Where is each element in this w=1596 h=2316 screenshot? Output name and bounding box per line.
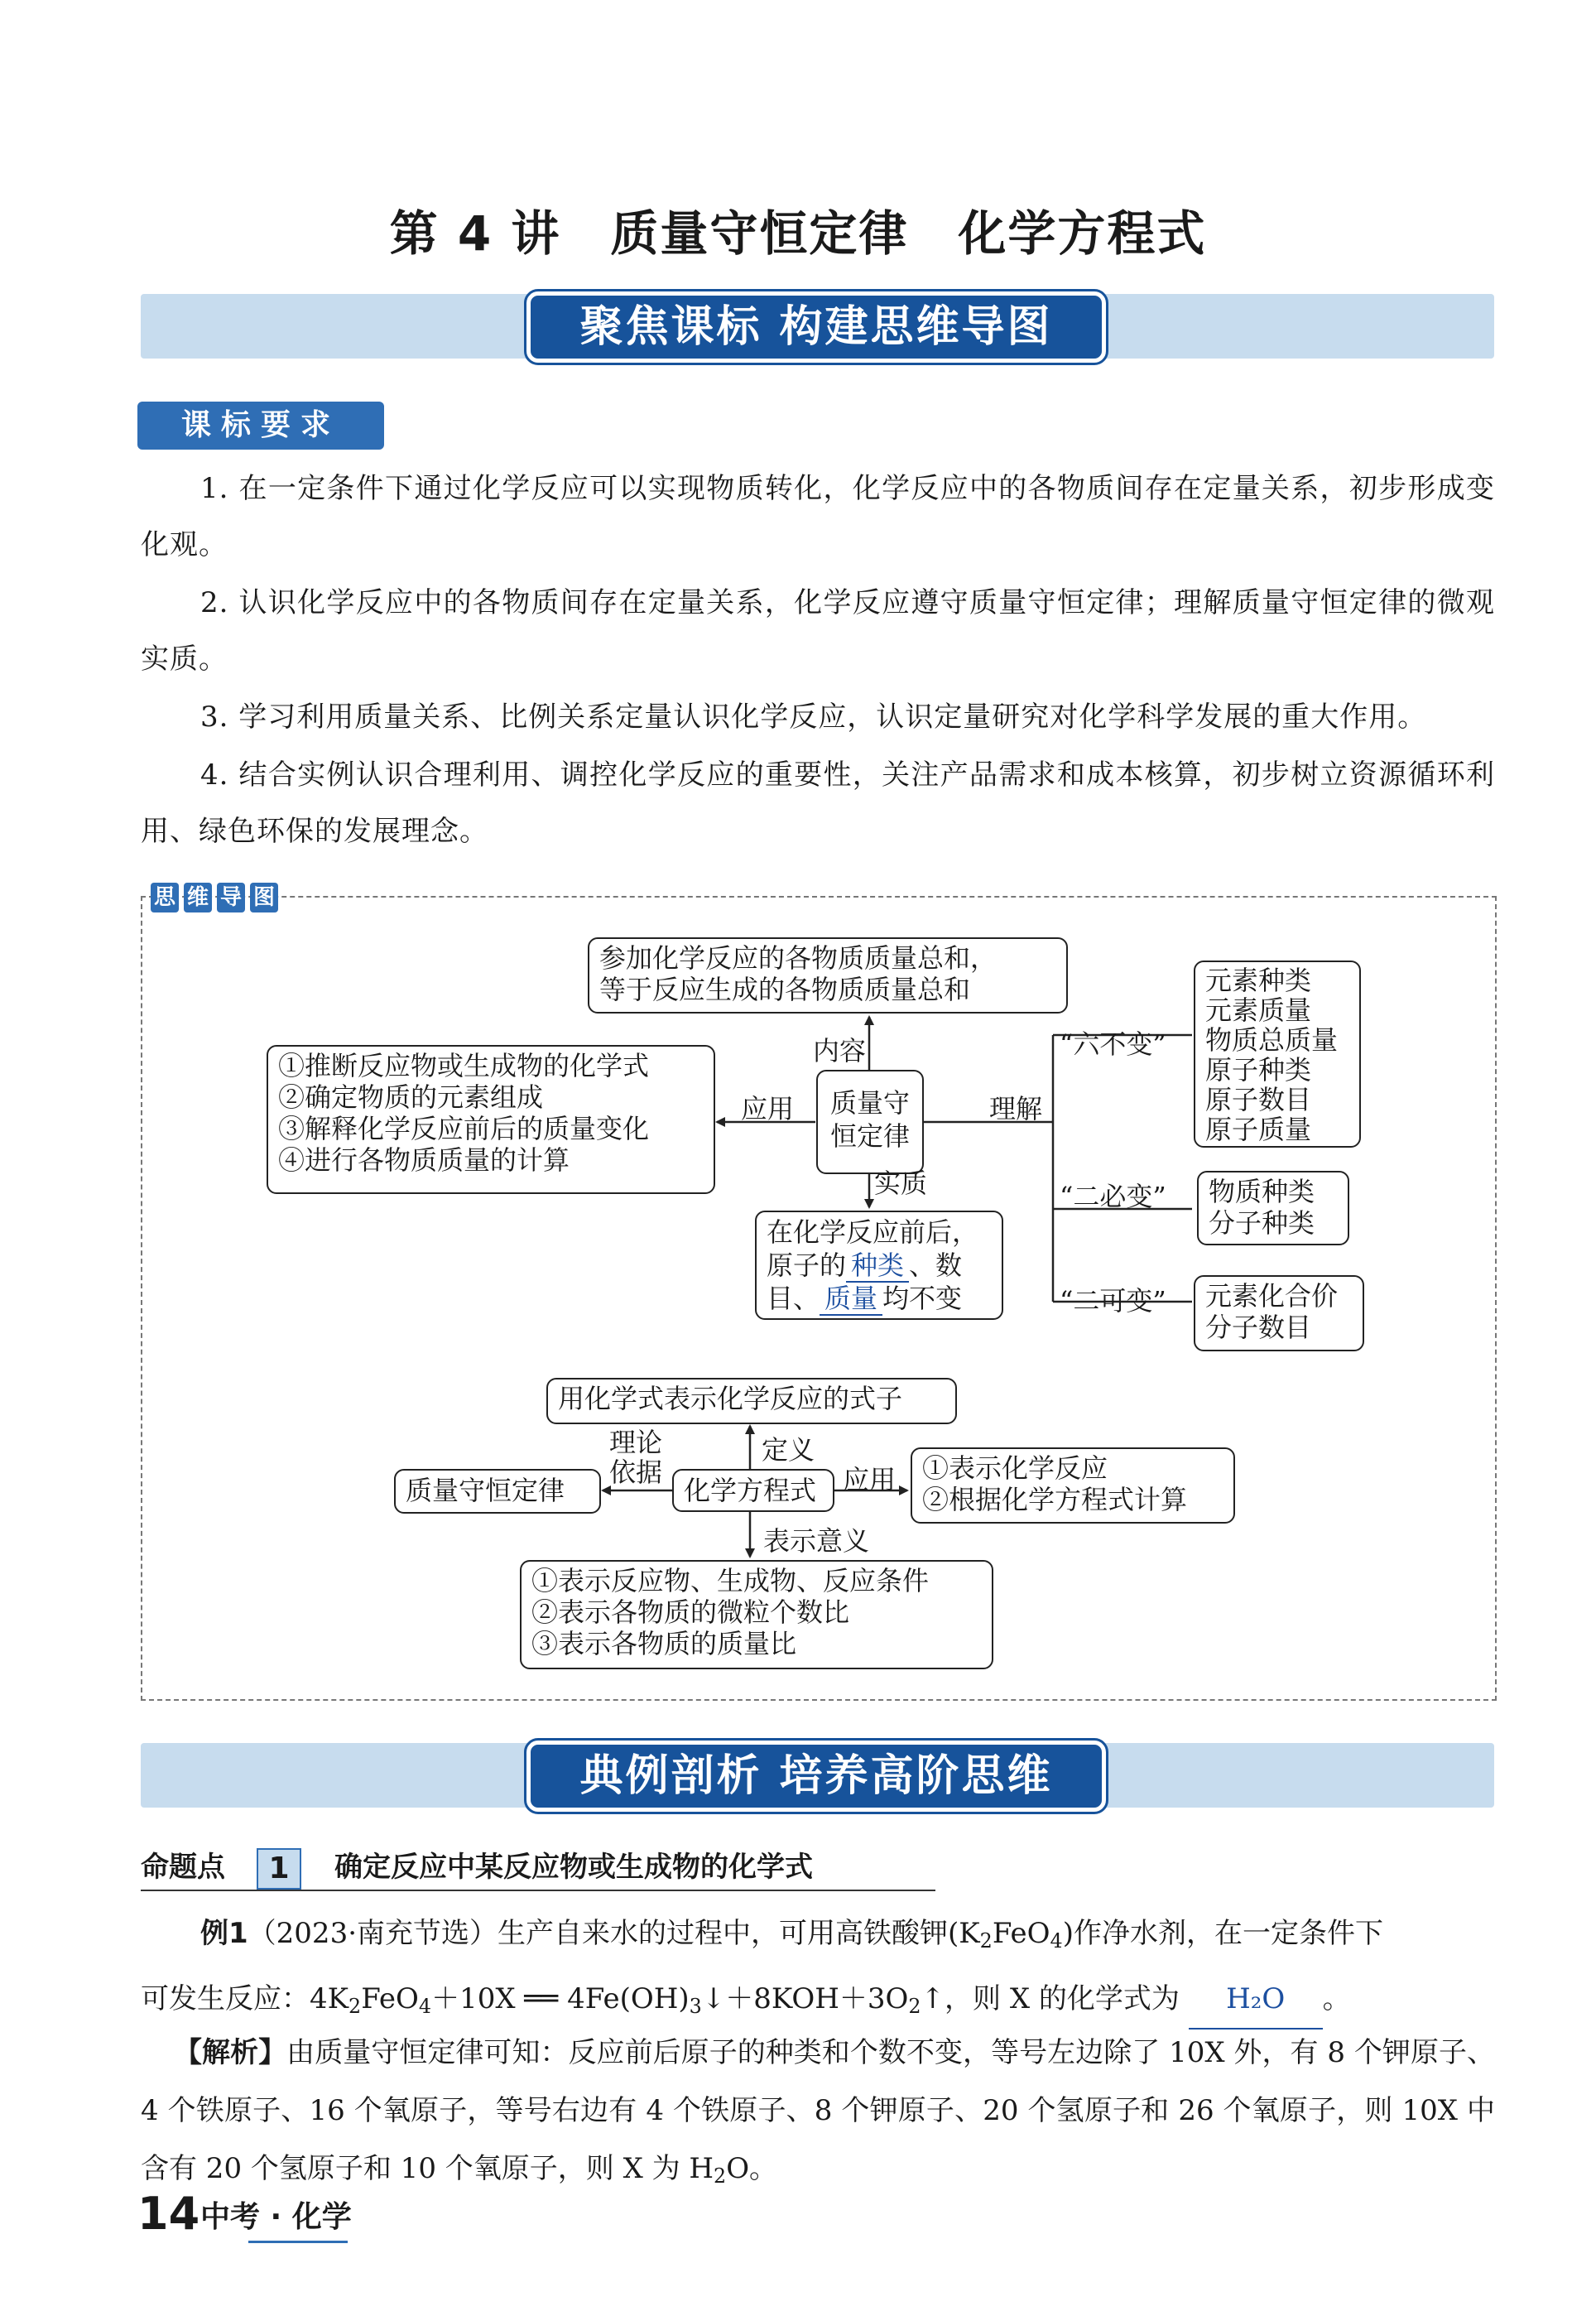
- two-may-change-label: “二可变”: [1060, 1285, 1166, 1317]
- requirement-item: 1. 在一定条件下通过化学反应可以实现物质转化，化学反应中的各物质间存在定量关系，初步形成变化观。: [141, 472, 1495, 561]
- apply-node: ①推断反应物或生成物的化学式 ②确定物质的元素组成 ③解释化学反应前后的质量变化 ④进行各物质质量的计算: [267, 1045, 715, 1194]
- page-number: 14: [137, 2188, 200, 2240]
- basis-label: 理论 依据: [609, 1427, 663, 1488]
- section-title-1: 聚焦课标 构建思维导图: [526, 291, 1106, 363]
- example-1: 例1（2023·南充节选）生产自来水的过程中，可用高铁酸钾$(K_2FeO_4)$作净水剂，在一定条件下 可发生反应：$4K_2FeO_4+10X$ ══ $4Fe(OH)_3↓+8KOH+3O_2↑$，则 X 的化学式为 H₂O 。: [141, 1904, 1495, 2035]
- analysis: 【解析】由质量守恒定律可知：反应前后原子的种类和个数不变，等号左边除了 10X 外，有 8 个钾原子、4 个铁原子、16 个氧原子，等号右边有 4 个铁原子、8 个钾原子、20 个氢原子和 26 个氧原子，则 10X 中含有 20 个氢原子和 10 个氧原子，则 X 为 $H_2O$。: [141, 2036, 1496, 2188]
- definition-node: 用化学式表示化学反应的式子: [546, 1378, 957, 1424]
- answer-blank: H₂O: [1189, 1970, 1323, 2030]
- answer-blank: 质量: [820, 1283, 882, 1316]
- footer-accent-line: [248, 2241, 348, 2243]
- equation-center-node: 化学方程式: [672, 1469, 834, 1512]
- basis-node: 质量守恒定律: [394, 1469, 601, 1514]
- content-label: 内容: [813, 1035, 867, 1067]
- mind-map-tag-char: 图: [250, 883, 278, 912]
- equation-apply-label: 应用: [843, 1464, 897, 1495]
- analysis-label: 【解析】: [174, 2036, 287, 2069]
- topic-underline: [141, 1890, 935, 1891]
- equation-apply-node: ①表示化学反应 ②根据化学方程式计算: [911, 1447, 1235, 1524]
- two-must-change-node: 物质种类 分子种类: [1197, 1171, 1349, 1245]
- topic-prefix: 命题点: [141, 1851, 225, 1884]
- meaning-node: ①表示反应物、生成物、反应条件 ②表示各物质的微粒个数比 ③表示各物质的质量比: [520, 1560, 993, 1669]
- two-must-change-label: “二必变”: [1060, 1181, 1166, 1212]
- mind-map-tag-char: 维: [184, 883, 212, 912]
- definition-label: 定义: [762, 1434, 815, 1466]
- apply-label: 应用: [741, 1093, 795, 1124]
- mind-map-tag-char: 思: [151, 883, 179, 912]
- mind-map-tag-char: 导: [217, 883, 245, 912]
- requirement-item: 2. 认识化学反应中的各物质间存在定量关系，化学反应遵守质量守恒定律；理解质量守恒定律的微观实质。: [141, 586, 1495, 676]
- content-node: 参加化学反应的各物质质量总和， 等于反应生成的各物质质量总和: [588, 937, 1068, 1014]
- example-label: 例1: [200, 1917, 248, 1950]
- answer-blank: 种类: [846, 1249, 909, 1283]
- page-title: 第 4 讲 质量守恒定律 化学方程式: [389, 205, 1207, 262]
- two-may-change-node: 元素化合价 分子数目: [1194, 1275, 1364, 1351]
- curriculum-requirements-tag: 课标要求: [137, 402, 384, 450]
- meaning-label: 表示意义: [763, 1525, 870, 1557]
- requirement-item: 3. 学习利用质量关系、比例关系定量认识化学反应，认识定量研究对化学科学发展的重大作用。: [200, 701, 1427, 734]
- understand-label: 理解: [989, 1093, 1043, 1124]
- six-unchanged-label: “六不变”: [1060, 1028, 1166, 1060]
- book-name: 中考 · 化学: [200, 2200, 352, 2234]
- six-unchanged-node: 元素种类 元素质量 物质总质量 原子种类 原子数目 原子质量: [1194, 961, 1361, 1148]
- topic-number: 1: [257, 1848, 301, 1890]
- requirement-item: 4. 结合实例认识合理利用、调控化学反应的重要性，关注产品需求和成本核算，初步树立资源循环利用、绿色环保的发展理念。: [141, 758, 1495, 848]
- essence-label: 实质: [874, 1168, 928, 1199]
- essence-node: 在化学反应前后， 原子的 种类 、数 目、 质量 均不变: [755, 1211, 1003, 1320]
- topic-title: 确定反应中某反应物或生成物的化学式: [334, 1851, 813, 1884]
- section-title-2: 典例剖析 培养高阶思维: [526, 1741, 1106, 1812]
- law-center-node: 质量守 恒定律: [816, 1070, 924, 1174]
